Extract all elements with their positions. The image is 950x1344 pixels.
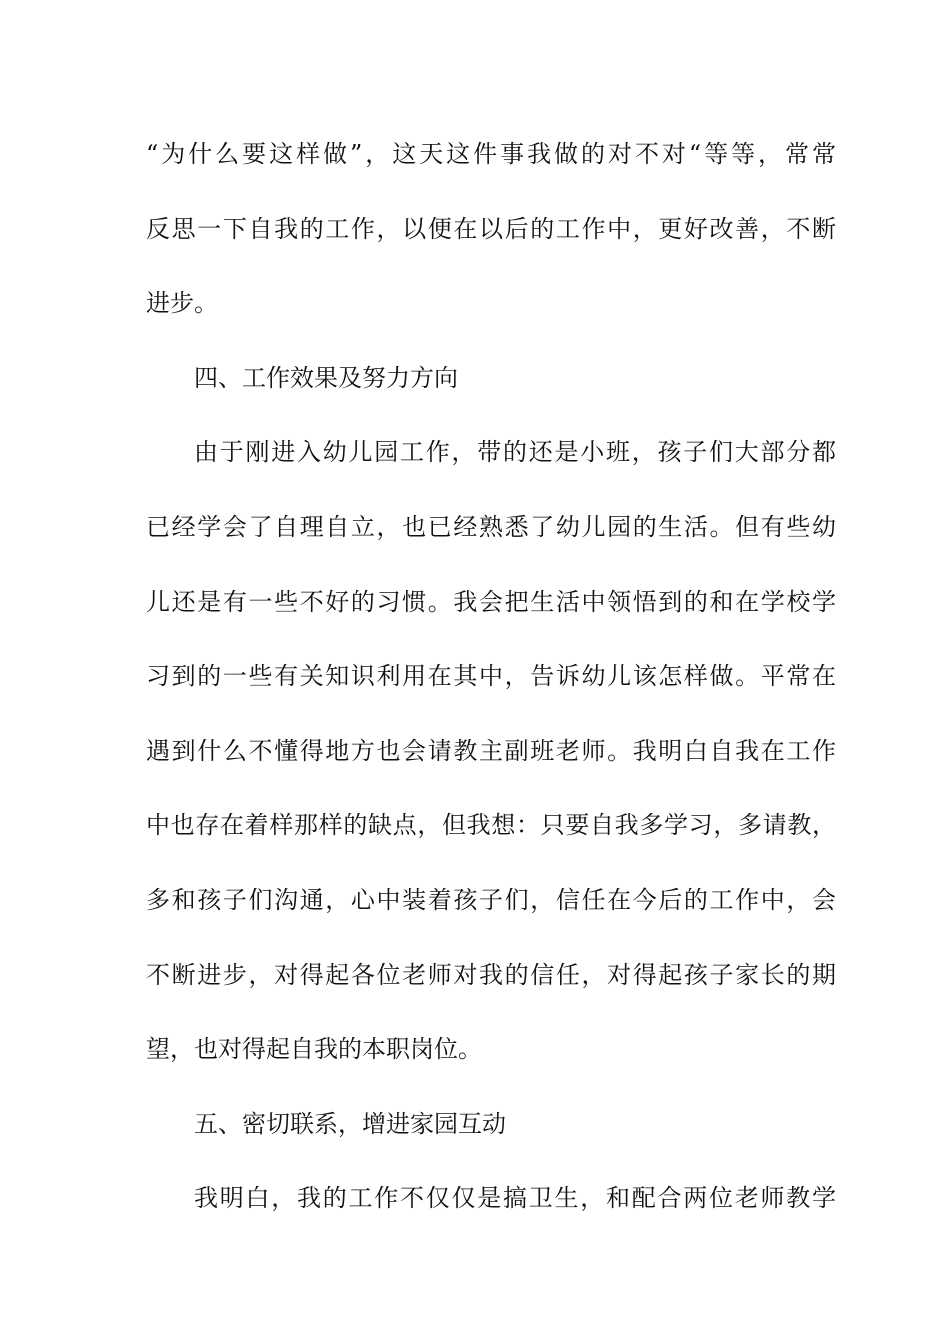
paragraph-line: “为什么要这样做”，这天这件事我做的对不对“等等，常常 [146, 140, 836, 168]
paragraph-line: 不断进步，对得起各位老师对我的信任，对得起孩子家长的期 [146, 960, 836, 989]
paragraph-line: 进步。 [146, 289, 218, 318]
paragraph-line: 已经学会了自理自立，也已经熟悉了幼儿园的生活。但有些幼 [146, 512, 836, 541]
section-heading-4: 四、工作效果及努力方向 [194, 363, 458, 392]
paragraph-line: 我明白，我的工作不仅仅是搞卫生，和配合两位老师教学 [194, 1184, 836, 1213]
paragraph-line: 反思一下自我的工作，以便在以后的工作中，更好改善，不断 [146, 214, 836, 243]
paragraph-line: 中也存在着样那样的缺点，但我想：只要自我多学习，多请教， [146, 811, 836, 840]
paragraph-line: 儿还是有一些不好的习惯。我会把生活中领悟到的和在学校学 [146, 587, 836, 616]
paragraph-line: 望，也对得起自我的本职岗位。 [146, 1035, 482, 1064]
paragraph-line: 由于刚进入幼儿园工作，带的还是小班，孩子们大部分都 [194, 438, 836, 467]
paragraph-line: 多和孩子们沟通，心中装着孩子们，信任在今后的工作中，会 [146, 885, 836, 914]
paragraph-line: 遇到什么不懂得地方也会请教主副班老师。我明白自我在工作 [146, 736, 836, 765]
section-heading-5: 五、密切联系，增进家园互动 [194, 1109, 506, 1138]
document-body [146, 132, 836, 1251]
paragraph-line: 习到的一些有关知识利用在其中，告诉幼儿该怎样做。平常在 [146, 662, 836, 691]
